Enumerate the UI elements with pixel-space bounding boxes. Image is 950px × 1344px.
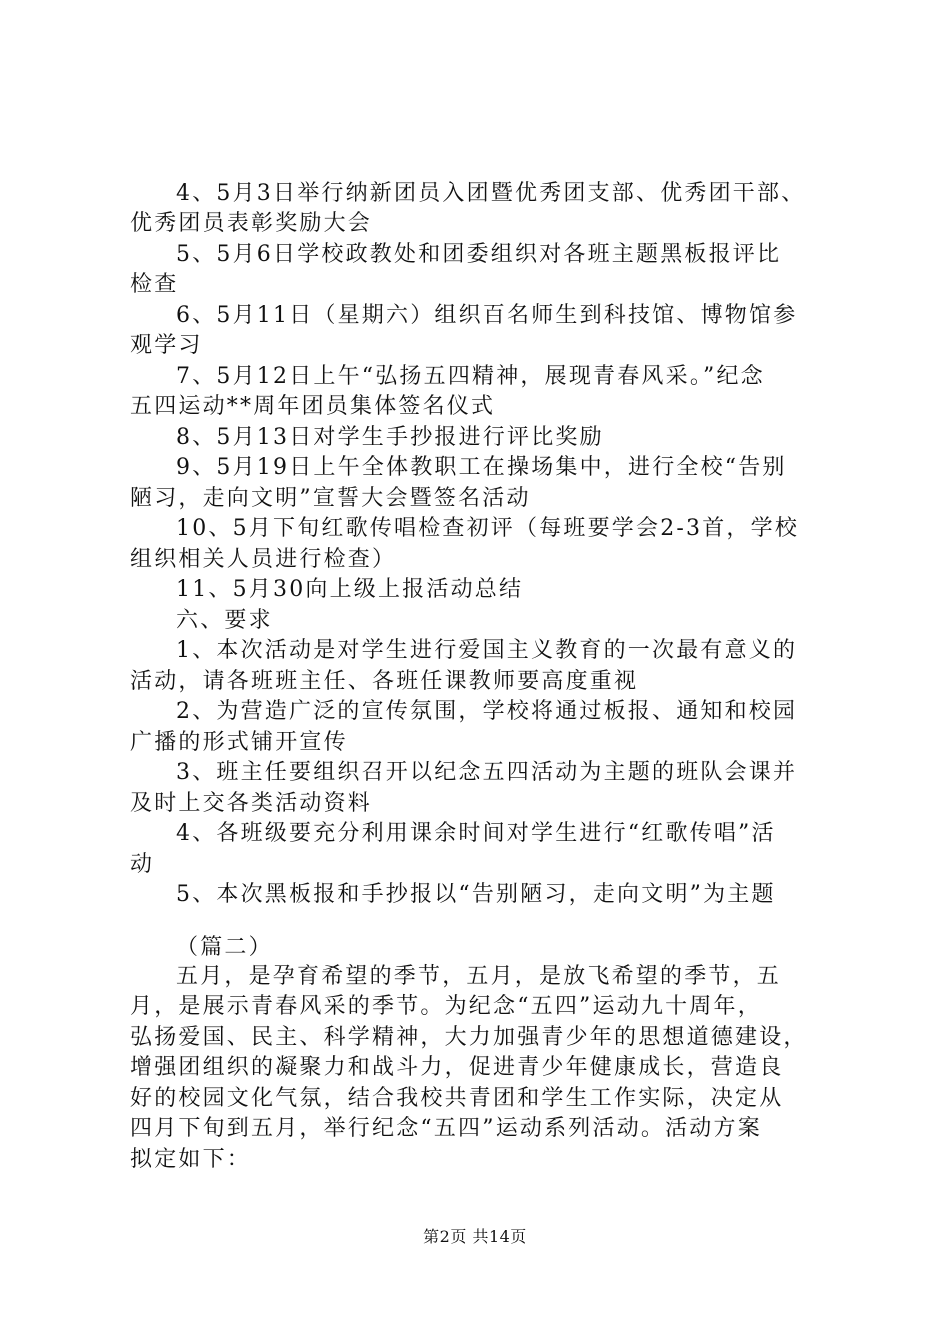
text-line: 陋习，走向文明”宣誓大会暨签名活动 — [130, 486, 531, 511]
text-line: 弘扬爱国、民主、科学精神，大力加强青少年的思想道德建设， — [130, 1025, 808, 1050]
text-line: 4、5月3日举行纳新团员入团暨优秀团支部、优秀团干部、 — [176, 181, 806, 206]
text-line: 广播的形式铺开宣传 — [130, 730, 348, 755]
text-line: 五四运动**周年团员集体签名仪式 — [130, 394, 496, 419]
text-line: 动 — [130, 852, 155, 877]
text-line: 8、5月13日对学生手抄报进行评比奖励 — [176, 425, 604, 450]
text-line: 优秀团员表彰奖励大会 — [130, 211, 373, 236]
text-line: 2、为营造广泛的宣传氛围，学校将通过板报、通知和校园 — [176, 699, 798, 724]
text-line: 月，是展示青春风采的季节。为纪念“五四”运动九十周年， — [130, 994, 762, 1019]
text-line: 活动，请各班班主任、各班任课教师要高度重视 — [130, 669, 639, 694]
text-line: 拟定如下： — [130, 1147, 252, 1172]
text-line: 10、5月下旬红歌传唱检查初评（每班要学会2-3首，学校 — [176, 516, 800, 541]
text-line: 五月，是孕育希望的季节，五月，是放飞希望的季节，五 — [176, 964, 782, 989]
page-footer: 第2页 共14页 — [423, 1227, 527, 1246]
section-title: （篇二） — [176, 935, 273, 960]
text-line: 5、本次黑板报和手抄报以“告别陋习，走向文明”为主题 — [176, 882, 776, 907]
text-line: 1、本次活动是对学生进行爱国主义教育的一次最有意义的 — [176, 638, 798, 663]
text-line: 增强团组织的凝聚力和战斗力，促进青少年健康成长，营造良 — [130, 1055, 784, 1080]
text-line: 组织相关人员进行检查） — [130, 547, 397, 572]
text-line: 检查 — [130, 272, 179, 297]
section-heading: 六、要求 — [176, 608, 273, 633]
text-line: 观学习 — [130, 333, 203, 358]
text-line: 好的校园文化气氛，结合我校共青团和学生工作实际，决定从 — [130, 1086, 784, 1111]
text-line: 9、5月19日上午全体教职工在操场集中，进行全校“告别 — [176, 455, 787, 480]
text-line: 5、5月6日学校政教处和团委组织对各班主题黑板报评比 — [176, 242, 782, 267]
text-line: 四月下旬到五月，举行纪念“五四”运动系列活动。活动方案 — [130, 1116, 762, 1141]
text-line: 3、班主任要组织召开以纪念五四活动为主题的班队会课并 — [176, 760, 798, 785]
text-line: 11、5月30向上级上报活动总结 — [176, 577, 524, 602]
text-line: 及时上交各类活动资料 — [130, 791, 373, 816]
text-line: 6、5月11日（星期六）组织百名师生到科技馆、博物馆参 — [176, 303, 798, 328]
text-line: 4、各班级要充分利用课余时间对学生进行“红歌传唱”活 — [176, 821, 776, 846]
text-line: 7、5月12日上午“弘扬五四精神，展现青春风采。”纪念 — [176, 364, 765, 389]
